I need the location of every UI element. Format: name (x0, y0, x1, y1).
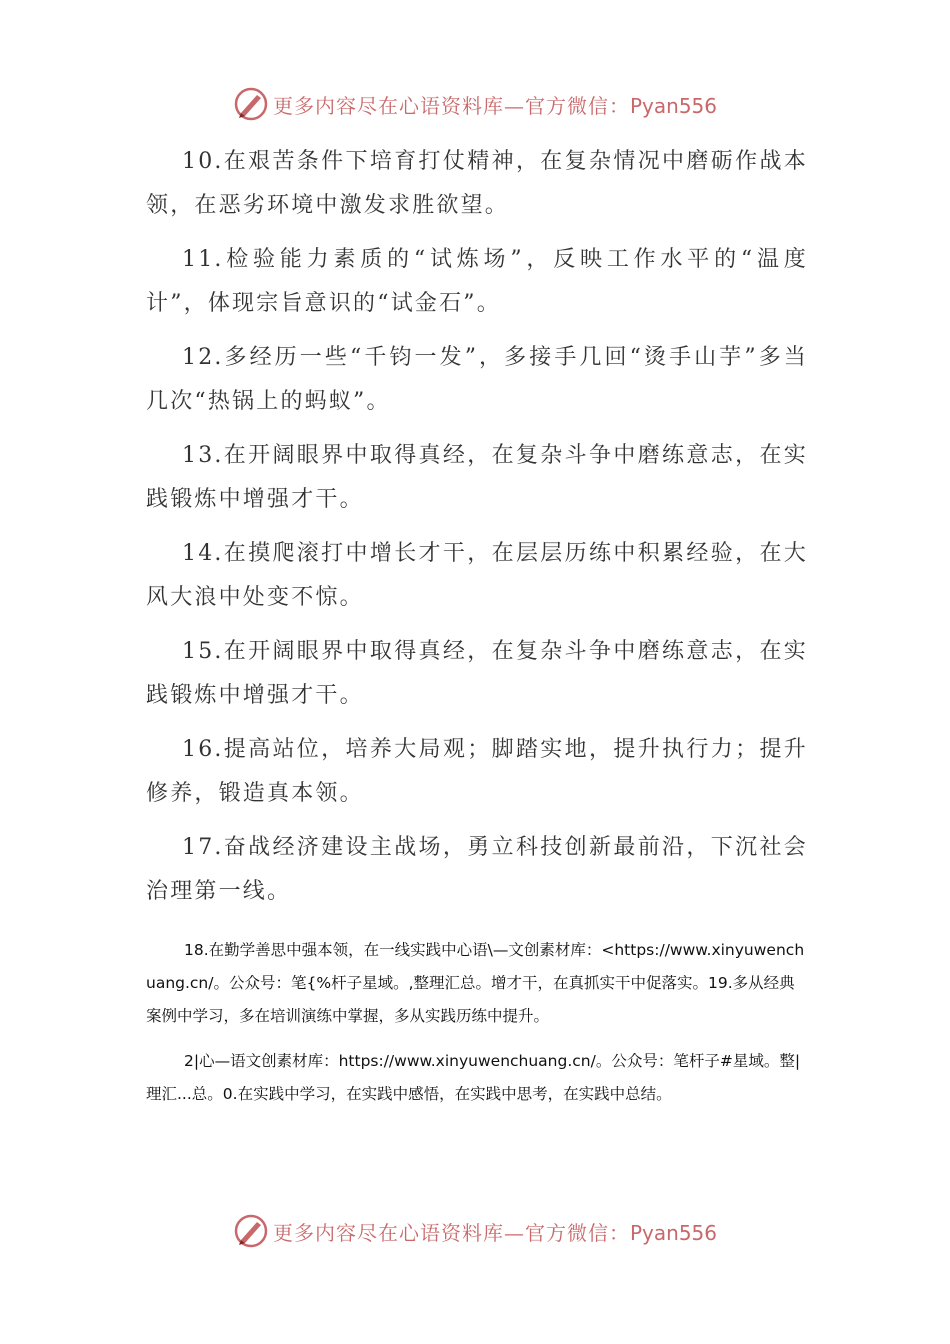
paragraph-17: 17.奋战经济建设主战场，勇立科技创新最前沿，下沉社会治理第一线。 (146, 835, 808, 904)
paragraph-16: 16.提高站位，培养大局观；脚踏实地，提升执行力；提升修养，锻造真本领。 (146, 737, 808, 806)
paragraph-11: 11.检验能力素质的“试炼场”，反映工作水平的“温度计”，体现宗旨意识的“试金石”。 (146, 247, 808, 316)
paragraph-15: 15.在开阔眼界中取得真经，在复杂斗争中磨练意志，在实践锻炼中增强才干。 (146, 639, 808, 708)
footer-banner (0, 1211, 950, 1251)
paragraph-14: 14.在摸爬滚打中增长才干，在层层历练中积累经验，在大风大浪中处变不惊。 (146, 541, 808, 610)
header-wechat-id: Pyan556 (629, 93, 717, 118)
pen-logo-icon (233, 86, 269, 122)
footer-banner-text: 更多内容尽在心语资料库—官方微信：Pyan556 (272, 1220, 717, 1245)
pen-logo-icon (233, 1213, 269, 1249)
paragraph-12: 12.多经历一些“千钧一发”，多接手几回“烫手山芋”多当几次“热锅上的蚂蚁”。 (146, 345, 808, 414)
paragraph-20: 2|心—语文创素材库：https://www.xinyuwenchuang.cn/。公众号：笔杆子#星域。整|理汇...总。0.在实践中学习，在实践中感悟，在实践中思考，在实践中总结。 (146, 1052, 801, 1103)
main-content (146, 140, 808, 924)
header-banner-text: 更多内容尽在心语资料库—官方微信：Pyan556 (272, 93, 717, 118)
footer-wechat-id: Pyan556 (629, 1220, 717, 1245)
header-banner (0, 84, 950, 124)
paragraph-13: 13.在开阔眼界中取得真经，在复杂斗争中磨练意志，在实践锻炼中增强才干。 (146, 443, 808, 512)
paragraph-18-19: 18.在勤学善思中强本领，在一线实践中心语\—文创素材库：<https://www.xinyuwenchuang.cn/。公众号：笔{%杆子星域。,整理汇总。增才干，在真抓实干中促落实。19.多从经典案例中学习，多在培训演练中掌握，多从实践历练中提升。 (146, 941, 805, 1025)
paragraph-10: 10.在艰苦条件下培育打仗精神，在复杂情况中磨砺作战本领，在恶劣环境中激发求胜欲望。 (146, 149, 808, 218)
